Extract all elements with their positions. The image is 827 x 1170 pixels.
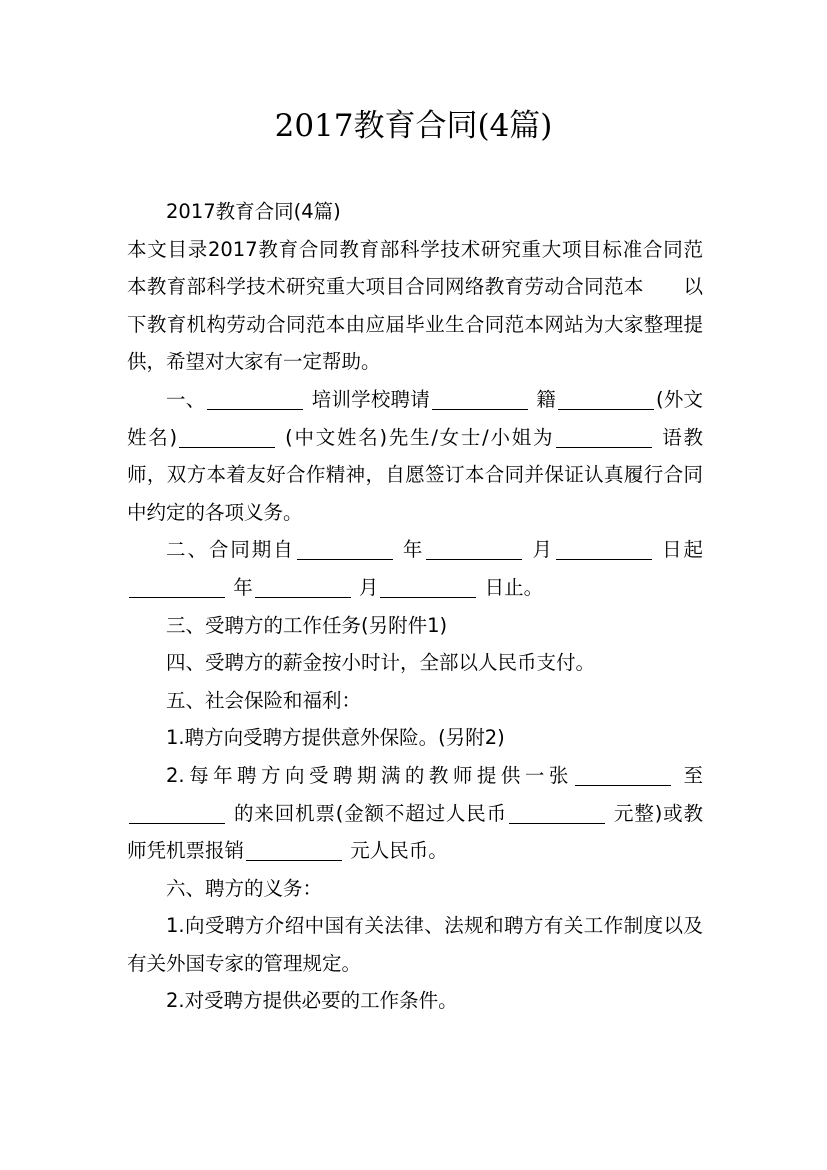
blank-field — [297, 537, 393, 560]
blank-field — [255, 575, 351, 598]
blank-field — [129, 801, 225, 824]
blank-field — [509, 801, 605, 824]
paragraph-text: 月 — [352, 575, 379, 599]
blank-field — [246, 838, 342, 861]
paragraph — [127, 531, 703, 606]
blank-field — [207, 387, 303, 410]
paragraph-text: 培训学校聘请 — [305, 387, 430, 411]
paragraph: 三、受聘方的工作任务(另附件1) — [166, 613, 448, 637]
paragraph: 1.聘方向受聘方提供意外保险。(另附2) — [166, 726, 505, 750]
blank-field — [556, 537, 652, 560]
blank-field — [558, 387, 654, 410]
blank-field — [432, 387, 528, 410]
paragraph-text: 籍 — [529, 387, 557, 411]
paragraph-text: (中文姓名)先生/女士/小姐为 — [277, 425, 555, 449]
paragraph-text: 日起 — [653, 538, 704, 562]
paragraph-text: 一、 — [166, 387, 206, 411]
paragraph-text: 语教师，双方本着友好合作精神，自愿签订本合同并保证认真履行合同中约定的各项义务。 — [127, 425, 703, 524]
paragraph: 本文目录2017教育合同教育部科学技术研究重大项目标准合同范本教育部科学技术研究重大项目合同网络教育劳动合同范本 以下教育机构劳动合同范本由应届毕业生合同范本网站为大家整理提供，希望对大家有一定帮助。 — [127, 237, 703, 374]
paragraph-text: 二、合同期自 — [166, 538, 295, 562]
paragraph — [127, 757, 703, 870]
paragraph-text: 元人民币。 — [344, 839, 448, 863]
blank-field — [556, 425, 652, 448]
blank-field — [575, 763, 671, 786]
paragraph: 1.向受聘方介绍中国有关法律、法规和聘方有关工作制度以及有关外国专家的管理规定。 — [127, 914, 703, 975]
paragraph-text: 年 — [227, 575, 253, 599]
paragraph: 六、聘方的义务： — [166, 876, 323, 900]
document-body — [127, 193, 703, 1020]
paragraph-text: 的来回机票(金额不超过人民币 — [227, 801, 507, 825]
blank-field — [129, 575, 225, 598]
paragraph-text: 2.每年聘方向受聘期满的教师提供一张 — [166, 763, 573, 787]
blank-field — [380, 575, 476, 598]
paragraph: 四、受聘方的薪金按小时计，全部以人民币支付。 — [166, 651, 596, 675]
paragraph-text: 年 — [394, 538, 425, 562]
paragraph-text: 至 — [672, 763, 703, 787]
paragraph-text: (外文姓名) — [127, 387, 704, 449]
paragraph-text: 日止。 — [478, 575, 544, 599]
paragraph: 2017教育合同(4篇) — [166, 200, 341, 223]
blank-field — [179, 425, 275, 448]
blank-field — [426, 537, 522, 560]
paragraph-text: 元整)或教师凭机票报销 — [127, 801, 703, 863]
paragraph-text: 月 — [524, 538, 554, 562]
paragraph — [127, 381, 703, 531]
document-title: 2017教育合同(4篇) — [274, 108, 553, 144]
paragraph: 2.对受聘方提供必要的工作条件。 — [166, 989, 458, 1013]
paragraph: 五、社会保险和福利： — [166, 688, 362, 712]
